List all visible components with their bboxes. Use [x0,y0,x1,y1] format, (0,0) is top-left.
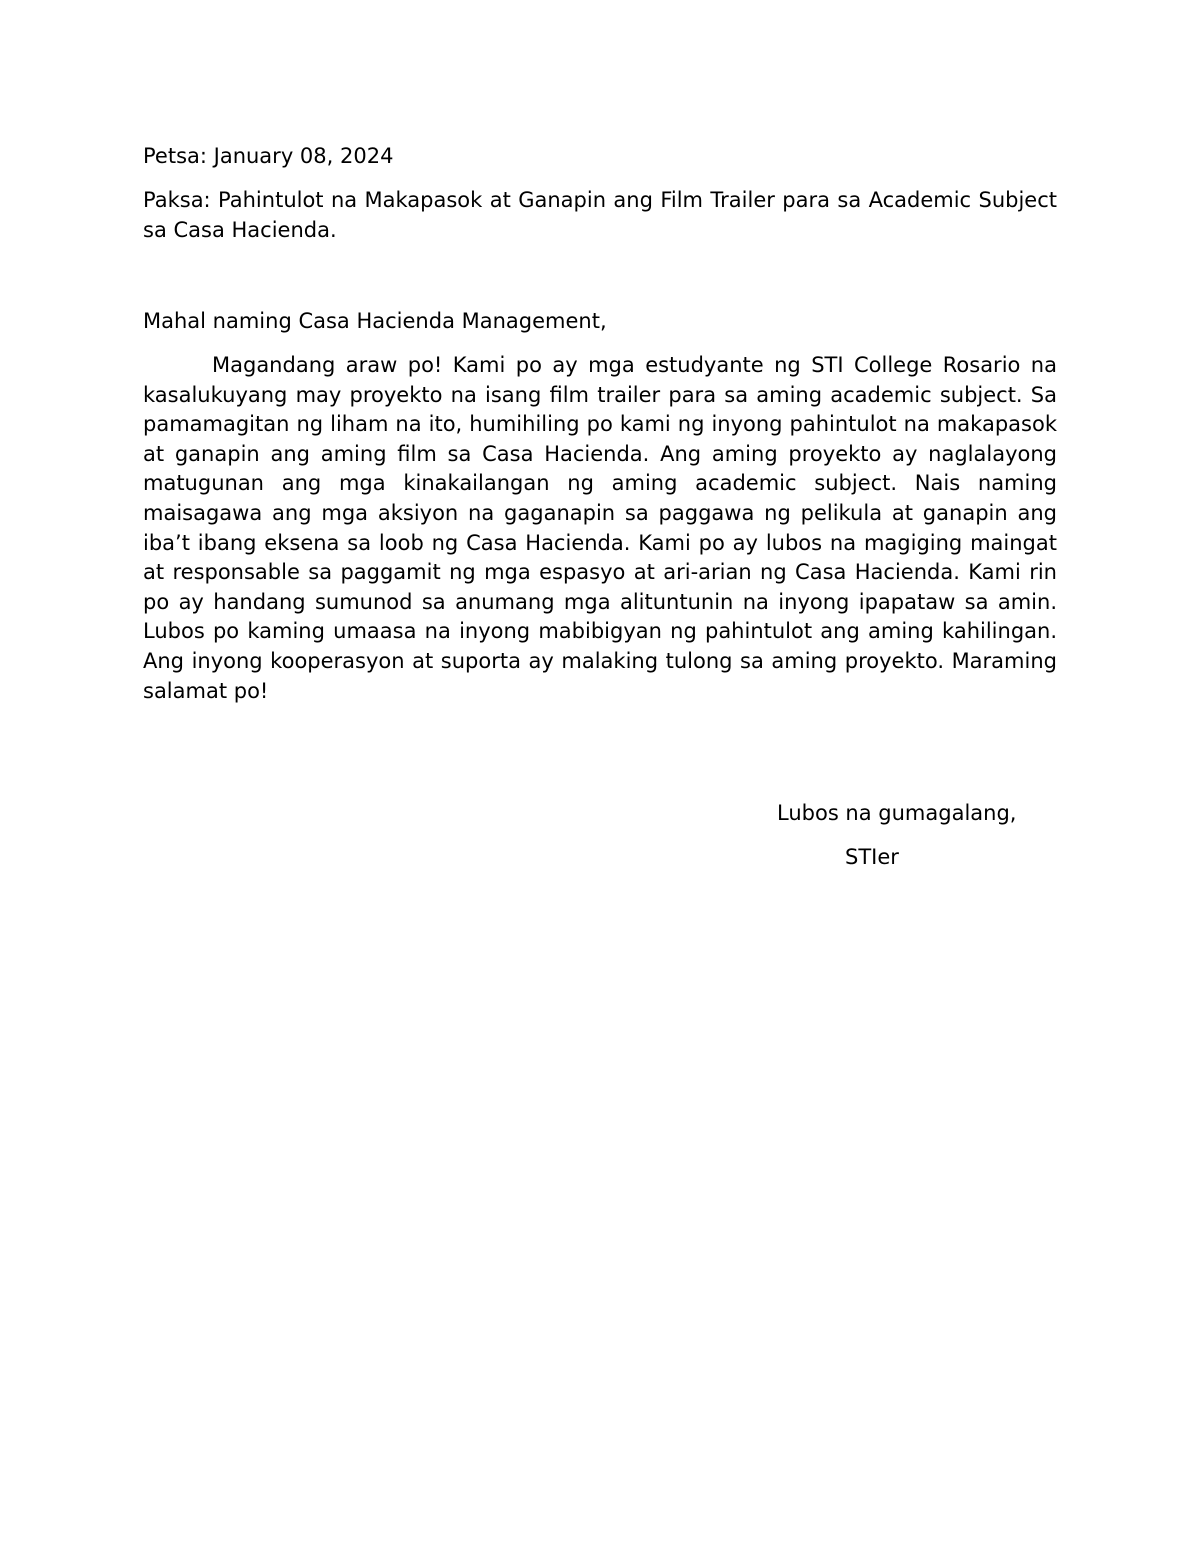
signature-name: STIer [845,845,899,869]
body-paragraph: Magandang araw po! Kami po ay mga estudyante ng STI College Rosario na kasalukuyang may proyekto na isang film trailer para sa aming academic subject. Sa pamamagitan ng liham na ito, humihiling po kami ng inyong pahintulot na makapasok at ganapin ang aming film sa Casa Hacienda. Ang aming proyekto ay naglalayong matugunan ang mga kinakailangan ng aming academic subject. Nais naming maisagawa ang mga aksiyon na gaganapin sa paggawa ng pelikula at ganapin ang iba’t ibang eksena sa loob ng Casa Hacienda. Kami po ay lubos na magiging maingat at responsable sa paggamit ng mga espasyo at ari-arian ng Casa Hacienda. Kami rin po ay handang sumunod sa anumang mga alituntunin na inyong ipapataw sa amin. Lubos po kaming umaasa na inyong mabibigyan ng pahintulot ang aming kahilingan. Ang inyong kooperasyon at suporta ay malaking tulong sa aming proyekto. Maraming salamat po! [143,353,1057,703]
closing-line: Lubos na gumagalang, [777,801,1017,825]
date-line: Petsa: January 08, 2024 [143,144,394,168]
subject-line: Paksa: Pahintulot na Makapasok at Ganapin ang Film Trailer para sa Academic Subject sa Casa Hacienda. [143,188,1057,242]
salutation: Mahal naming Casa Hacienda Management, [143,309,607,333]
